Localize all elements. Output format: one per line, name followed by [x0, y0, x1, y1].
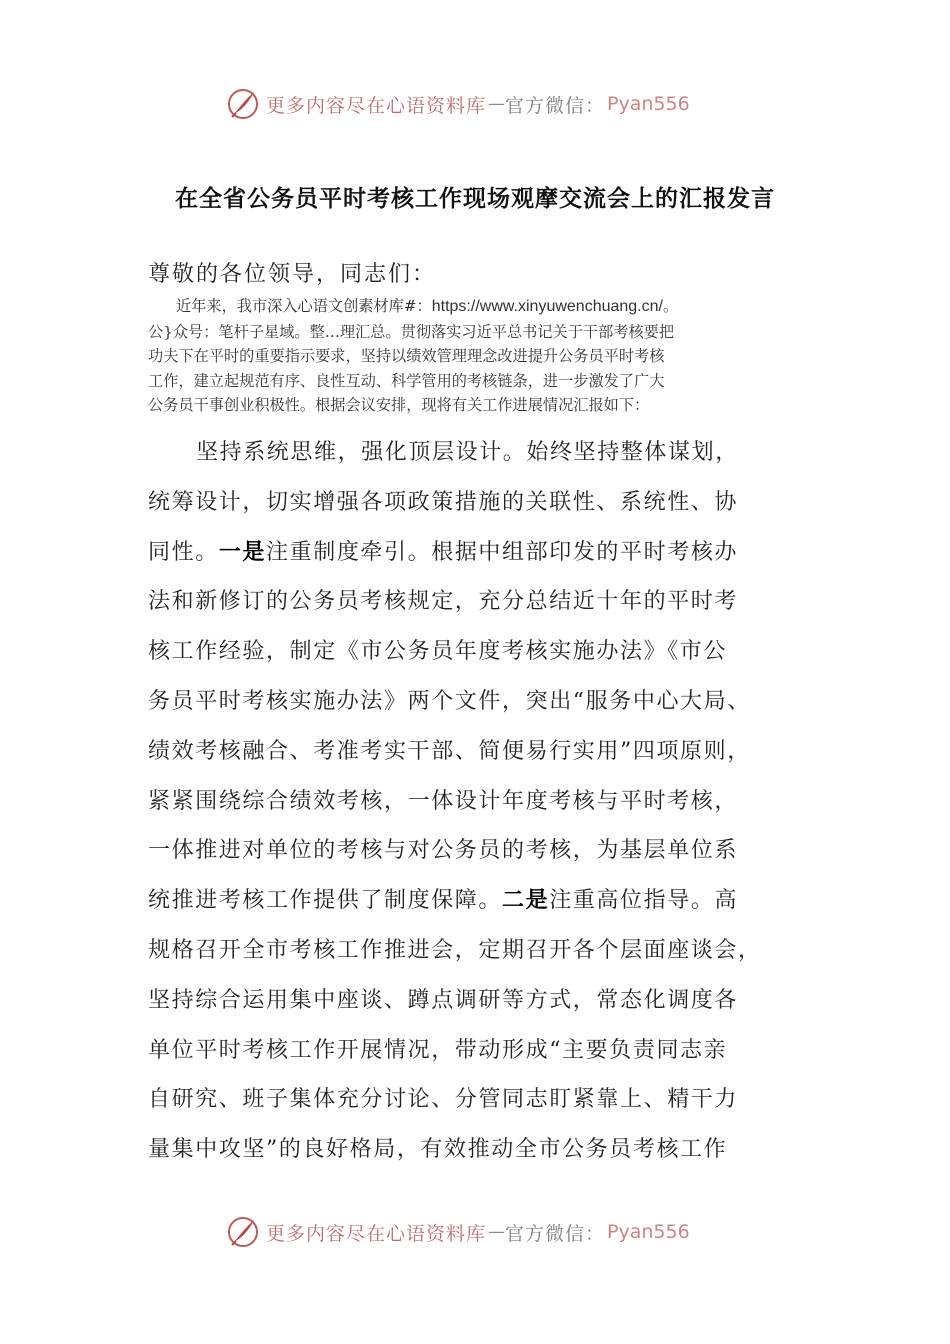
body-line: 务员平时考核实施办法》两个文件，突出“服务中心大局、 [148, 688, 751, 714]
body-line: 自研究、班子集体充分讨论、分管同志盯紧靠上、精干力 [148, 1087, 739, 1113]
body-line: 规格召开全市考核工作推进会，定期召开各个层面座谈会， [148, 937, 762, 963]
emphasis-second: 二是 [502, 887, 550, 914]
body-line: 核工作经验，制定《市公务员年度考核实施办法》《市公 [148, 639, 728, 665]
banner-wechat-label: 官方微信： [505, 1222, 606, 1245]
banner-separator: — [488, 1222, 506, 1242]
salutation: 尊敬的各位领导，同志们： [148, 262, 437, 287]
banner-separator: — [488, 94, 506, 114]
emphasis-first: 一是 [218, 538, 267, 565]
banner-wechat-id: Pyan556 [607, 93, 690, 115]
body-line: 量集中攻坚”的良好格局，有效推动全市公务员考核工作 [148, 1137, 728, 1163]
body-line: 单位平时考核工作开展情况，带动形成“主要负责同志亲 [148, 1037, 728, 1063]
body-line: 坚持综合运用集中座谈、蹲点调研等方式，常态化调度各 [148, 987, 739, 1013]
body-line: 统推进考核工作提供了制度保障。二是注重高位指导。高 [148, 887, 739, 914]
banner-text: 更多内容尽在心语资料库 [266, 94, 487, 117]
intro-line: 公务员干事创业积极性。根据会议安排，现将有关工作进展情况汇报如下： [148, 396, 650, 415]
intro-line: 公}众号：笔杆子星域。整…理汇总。贯彻落实习近平总书记关于干部考核要把 [148, 322, 675, 341]
footer-watermark-banner [226, 1212, 786, 1252]
body-line: 一体推进对单位的考核与对公务员的考核，为基层单位系 [148, 838, 739, 864]
intro-line: 近年来，我市深入心语文创素材库#：https://www.xinyuwenchuang.cn/。 [176, 297, 679, 315]
banner-wechat-label: 官方微信： [505, 94, 606, 117]
body-line: 紧紧围绕综合绩效考核，一体设计年度考核与平时考核， [148, 788, 739, 814]
banner-text: 更多内容尽在心语资料库 [266, 1222, 487, 1245]
body-line: 绩效考核融合、考准考实干部、简便易行实用”四项原则， [148, 738, 751, 764]
body-line: 坚持系统思维，强化顶层设计。始终坚持整体谋划， [196, 440, 739, 465]
intro-line: 工作，建立起规范有序、良性互动、科学管用的考核链条，进一步激发了广大 [148, 371, 665, 390]
quill-pen-logo-icon [226, 1215, 260, 1249]
document-title: 在全省公务员平时考核工作现场观摩交流会上的汇报发言 [175, 186, 775, 212]
banner-wechat-id: Pyan556 [607, 1221, 690, 1243]
body-line: 同性。一是注重制度牵引。根据中组部印发的平时考核办 [148, 538, 739, 565]
body-line: 法和新修订的公务员考核规定，充分总结近十年的平时考 [148, 589, 739, 615]
body-line: 统筹设计，切实增强各项政策措施的关联性、系统性、协 [148, 489, 739, 515]
quill-pen-logo-icon [226, 87, 260, 121]
source-url-link[interactable]: https://www.xinyuwenchuang.cn/ [431, 298, 663, 315]
header-watermark-banner [226, 84, 786, 124]
body-paragraph [148, 428, 828, 1175]
intro-paragraph [148, 294, 808, 418]
intro-line: 功夫下在平时的重要指示要求，坚持以绩效管理理念改进提升公务员平时考核 [148, 347, 665, 366]
